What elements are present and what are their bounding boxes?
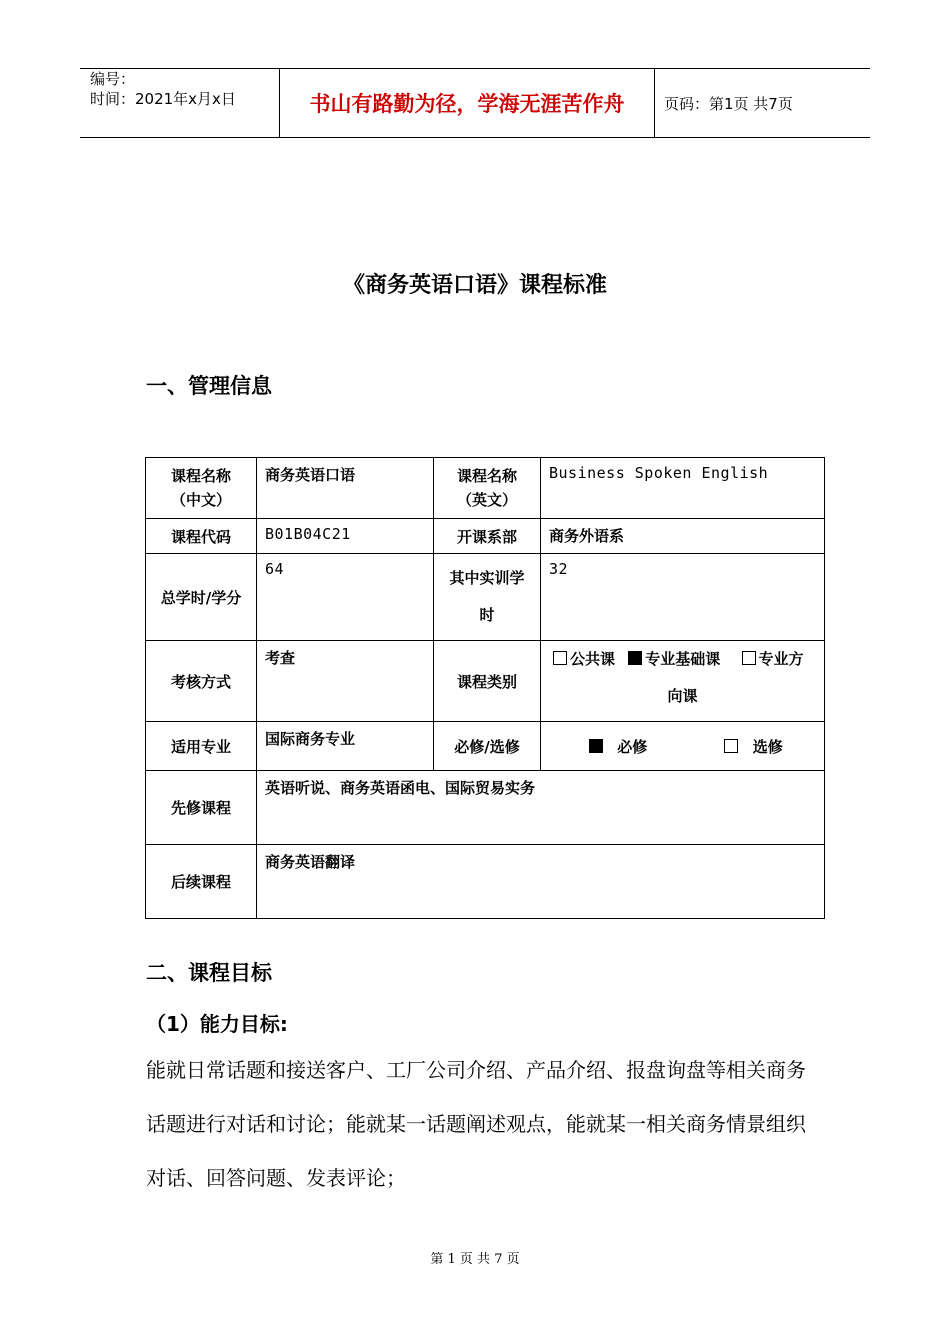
label-course-code: 课程代码 [146,519,257,554]
value-prerequisites: 英语听说、商务英语函电、国际贸易实务 [257,771,825,845]
checkbox-required[interactable] [589,739,603,753]
checkbox-public-course[interactable] [553,651,567,665]
option-public-course: 公共课 [570,650,616,668]
section-heading-objectives: 二、课程目标 [146,961,272,985]
value-practice-hours: 32 [541,554,825,641]
option-required: 必修 [617,737,648,756]
value-name-cn: 商务英语口语 [257,458,434,519]
label-follow-up: 后续课程 [146,845,257,919]
value-hours-credits: 64 [257,554,434,641]
header-meta [80,69,280,137]
table-row [146,771,825,845]
header-motto: 书山有路勤为径，学海无涯苦作舟 [280,69,655,137]
value-department: 商务外语系 [541,519,825,554]
option-elective: 选修 [752,737,783,756]
label-name-cn: 课程名称 （中文） [146,458,257,519]
option-direction-course-cont: 向课 [667,687,698,705]
label-practice-hours: 其中实训学 时 [434,554,541,641]
table-row [146,519,825,554]
label-name-en: 课程名称 （英文） [434,458,541,519]
table-row [146,641,825,722]
value-name-en: Business Spoken English [541,458,825,519]
checkbox-elective[interactable] [724,739,738,753]
header-page-number: 页码：第1页 共7页 [664,94,793,113]
checkbox-basic-course[interactable] [628,651,642,665]
option-basic-course: 专业基础课 [645,650,721,668]
section-heading-management: 一、管理信息 [146,374,272,398]
page-header [80,68,870,138]
label-assessment: 考核方式 [146,641,257,722]
label-major: 适用专业 [146,722,257,771]
value-assessment: 考查 [257,641,434,722]
value-course-code: B01B04C21 [257,519,434,554]
label-hours-credits: 总学时/学分 [146,554,257,641]
serial-label: 编号： [90,70,136,88]
option-direction-course: 专业方 [758,650,804,668]
value-major: 国际商务专业 [257,722,434,771]
value-follow-up: 商务英语翻译 [257,845,825,919]
course-info-table [145,457,825,919]
course-category-options [541,641,825,722]
checkbox-direction-course[interactable] [742,651,756,665]
document-title: 《商务英语口语》课程标准 [342,273,607,298]
required-elective-options [541,722,825,771]
subheading-ability-objectives: （1）能力目标: [146,1012,288,1036]
table-row [146,554,825,641]
ability-objectives-paragraph: 能就日常话题和接送客户、工厂公司介绍、产品介绍、报盘询盘等相关商务话题进行对话和讨论；能就某一话题阐述观点，能就某一相关商务情景组织对话、回答问题、发表评论； [146,1058,806,1190]
label-required-elective: 必修/选修 [434,722,541,771]
table-row [146,458,825,519]
label-course-category: 课程类别 [434,641,541,722]
table-row [146,845,825,919]
label-department: 开课系部 [434,519,541,554]
table-row [146,722,825,771]
time-text: 时间：2021年x月x日 [90,90,236,108]
page-footer: 第 1 页 共 7 页 [430,1252,520,1267]
label-prerequisites: 先修课程 [146,771,257,845]
